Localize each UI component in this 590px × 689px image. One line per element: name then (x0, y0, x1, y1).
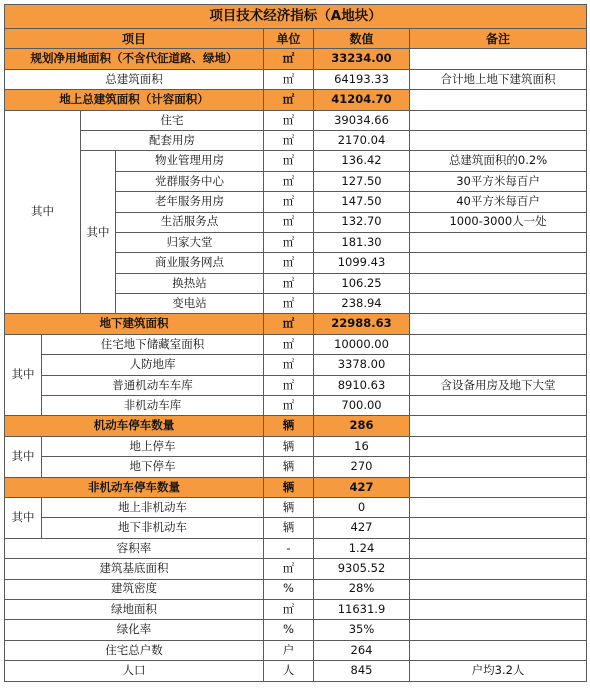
table-row (5, 457, 587, 477)
row-unit: ㎡ (264, 253, 314, 273)
row-unit: ㎡ (264, 49, 314, 69)
row-label: 老年服务用房 (116, 192, 264, 212)
row-note (410, 477, 587, 497)
row-note (410, 640, 587, 660)
row-note (410, 110, 587, 130)
table-row (5, 375, 587, 395)
table-title: 项目技术经济指标（A地块） (5, 5, 587, 29)
row-label: 容积率 (5, 538, 264, 558)
row-value: 238.94 (314, 294, 410, 314)
indicator-table (4, 4, 587, 682)
row-label: 绿化率 (5, 620, 264, 640)
row-note (410, 314, 587, 334)
table-row (5, 130, 587, 150)
row-unit: 户 (264, 640, 314, 660)
row-label: 建筑基底面积 (5, 559, 264, 579)
row-unit: ㎡ (264, 314, 314, 334)
row-value: 39034.66 (314, 110, 410, 130)
row-label: 换热站 (116, 273, 264, 293)
row-label: 归家大堂 (116, 232, 264, 252)
row-value: 9305.52 (314, 559, 410, 579)
row-value: 1099.43 (314, 253, 410, 273)
row-value: 33234.00 (314, 49, 410, 69)
table-row (5, 559, 587, 579)
row-unit: 辆 (264, 497, 314, 517)
row-value: 427 (314, 477, 410, 497)
group-label: 其中 (5, 334, 42, 416)
header-unit: 单位 (264, 29, 314, 49)
row-note (410, 232, 587, 252)
row-unit: 人 (264, 661, 314, 681)
row-value: 22988.63 (314, 314, 410, 334)
row-unit: % (264, 579, 314, 599)
row-unit: ㎡ (264, 599, 314, 619)
row-note: 含设备用房及地下大堂 (410, 375, 587, 395)
subgroup-label: 其中 (81, 151, 116, 314)
row-note (410, 620, 587, 640)
row-value: 1.24 (314, 538, 410, 558)
group-label: 其中 (5, 497, 42, 538)
row-note (410, 253, 587, 273)
row-note (410, 497, 587, 517)
row-note: 合计地上地下建筑面积 (410, 69, 587, 89)
row-unit: 辆 (264, 518, 314, 538)
table-row (5, 151, 587, 171)
row-value: 0 (314, 497, 410, 517)
row-note (410, 130, 587, 150)
row-label: 地下停车 (42, 457, 264, 477)
row-unit: ㎡ (264, 232, 314, 252)
table-row (5, 49, 587, 69)
row-label: 绿地面积 (5, 599, 264, 619)
row-value: 845 (314, 661, 410, 681)
table-row (5, 355, 587, 375)
table-row (5, 661, 587, 681)
row-value: 427 (314, 518, 410, 538)
row-label: 党群服务中心 (116, 171, 264, 191)
row-label: 地上总建筑面积（计容面积） (5, 90, 264, 110)
row-label: 非机动车停车数量 (5, 477, 264, 497)
table-row (5, 416, 587, 436)
row-unit: ㎡ (264, 69, 314, 89)
row-label: 普通机动车车库 (42, 375, 264, 395)
row-value: 700.00 (314, 396, 410, 416)
table-row (5, 110, 587, 130)
row-note (410, 334, 587, 354)
row-label: 非机动车库 (42, 396, 264, 416)
table-row (5, 334, 587, 354)
row-unit: ㎡ (264, 212, 314, 232)
table-row (5, 640, 587, 660)
row-note (410, 518, 587, 538)
row-unit: 辆 (264, 416, 314, 436)
table-row (5, 477, 587, 497)
row-label: 住宅总户数 (5, 640, 264, 660)
row-value: 106.25 (314, 273, 410, 293)
row-note (410, 599, 587, 619)
row-label: 物业管理用房 (116, 151, 264, 171)
row-note (410, 457, 587, 477)
row-value: 8910.63 (314, 375, 410, 395)
row-unit: ㎡ (264, 90, 314, 110)
header-note: 备注 (410, 29, 587, 49)
row-note: 30平方米每百户 (410, 171, 587, 191)
row-value: 16 (314, 436, 410, 456)
header-item: 项目 (5, 29, 264, 49)
group-label: 其中 (5, 436, 42, 477)
row-value: 3378.00 (314, 355, 410, 375)
row-label: 配套用房 (81, 130, 264, 150)
row-label: 规划净用地面积（不含代征道路、绿地） (5, 49, 264, 69)
group-label: 其中 (5, 110, 81, 314)
row-note (410, 416, 587, 436)
row-note (410, 538, 587, 558)
row-value: 2170.04 (314, 130, 410, 150)
row-value: 136.42 (314, 151, 410, 171)
row-note (410, 355, 587, 375)
row-value: 64193.33 (314, 69, 410, 89)
row-label: 住宅地下储藏室面积 (42, 334, 264, 354)
row-unit: ㎡ (264, 559, 314, 579)
row-unit: ㎡ (264, 110, 314, 130)
row-value: 10000.00 (314, 334, 410, 354)
row-unit: 辆 (264, 436, 314, 456)
table-row (5, 90, 587, 110)
row-label: 地上非机动车 (42, 497, 264, 517)
row-note (410, 559, 587, 579)
row-note (410, 90, 587, 110)
row-note (410, 294, 587, 314)
row-value: 132.70 (314, 212, 410, 232)
row-note (410, 49, 587, 69)
table-row (5, 314, 587, 334)
row-unit: ㎡ (264, 273, 314, 293)
row-label: 商业服务网点 (116, 253, 264, 273)
row-label: 地下建筑面积 (5, 314, 264, 334)
row-label: 地下非机动车 (42, 518, 264, 538)
row-note: 总建筑面积的0.2% (410, 151, 587, 171)
row-label: 住宅 (81, 110, 264, 130)
row-value: 11631.9 (314, 599, 410, 619)
row-value: 147.50 (314, 192, 410, 212)
row-unit: % (264, 620, 314, 640)
row-label: 总建筑面积 (5, 69, 264, 89)
row-note: 户均3.2人 (410, 661, 587, 681)
row-label: 建筑密度 (5, 579, 264, 599)
table-row (5, 579, 587, 599)
header-value: 数值 (314, 29, 410, 49)
table-row (5, 436, 587, 456)
row-unit: - (264, 538, 314, 558)
row-label: 人防地库 (42, 355, 264, 375)
row-note (410, 273, 587, 293)
row-unit: ㎡ (264, 130, 314, 150)
row-unit: 辆 (264, 457, 314, 477)
row-label: 地上停车 (42, 436, 264, 456)
table-row (5, 497, 587, 517)
row-value: 35% (314, 620, 410, 640)
row-unit: ㎡ (264, 294, 314, 314)
row-unit: ㎡ (264, 171, 314, 191)
table-row (5, 69, 587, 89)
row-unit: ㎡ (264, 355, 314, 375)
row-note (410, 579, 587, 599)
row-label: 生活服务点 (116, 212, 264, 232)
table-row (5, 396, 587, 416)
table-row (5, 599, 587, 619)
row-value: 270 (314, 457, 410, 477)
row-label: 人口 (5, 661, 264, 681)
row-value: 181.30 (314, 232, 410, 252)
row-note (410, 396, 587, 416)
row-label: 机动车停车数量 (5, 416, 264, 436)
row-value: 28% (314, 579, 410, 599)
row-note: 1000-3000人一处 (410, 212, 587, 232)
table-row (5, 518, 587, 538)
row-unit: 辆 (264, 477, 314, 497)
row-unit: ㎡ (264, 192, 314, 212)
row-unit: ㎡ (264, 396, 314, 416)
table-row (5, 538, 587, 558)
table-row (5, 620, 587, 640)
row-value: 41204.70 (314, 90, 410, 110)
row-value: 286 (314, 416, 410, 436)
row-unit: ㎡ (264, 375, 314, 395)
row-label: 变电站 (116, 294, 264, 314)
row-note: 40平方米每百户 (410, 192, 587, 212)
row-value: 264 (314, 640, 410, 660)
row-value: 127.50 (314, 171, 410, 191)
row-unit: ㎡ (264, 334, 314, 354)
row-note (410, 436, 587, 456)
row-unit: ㎡ (264, 151, 314, 171)
